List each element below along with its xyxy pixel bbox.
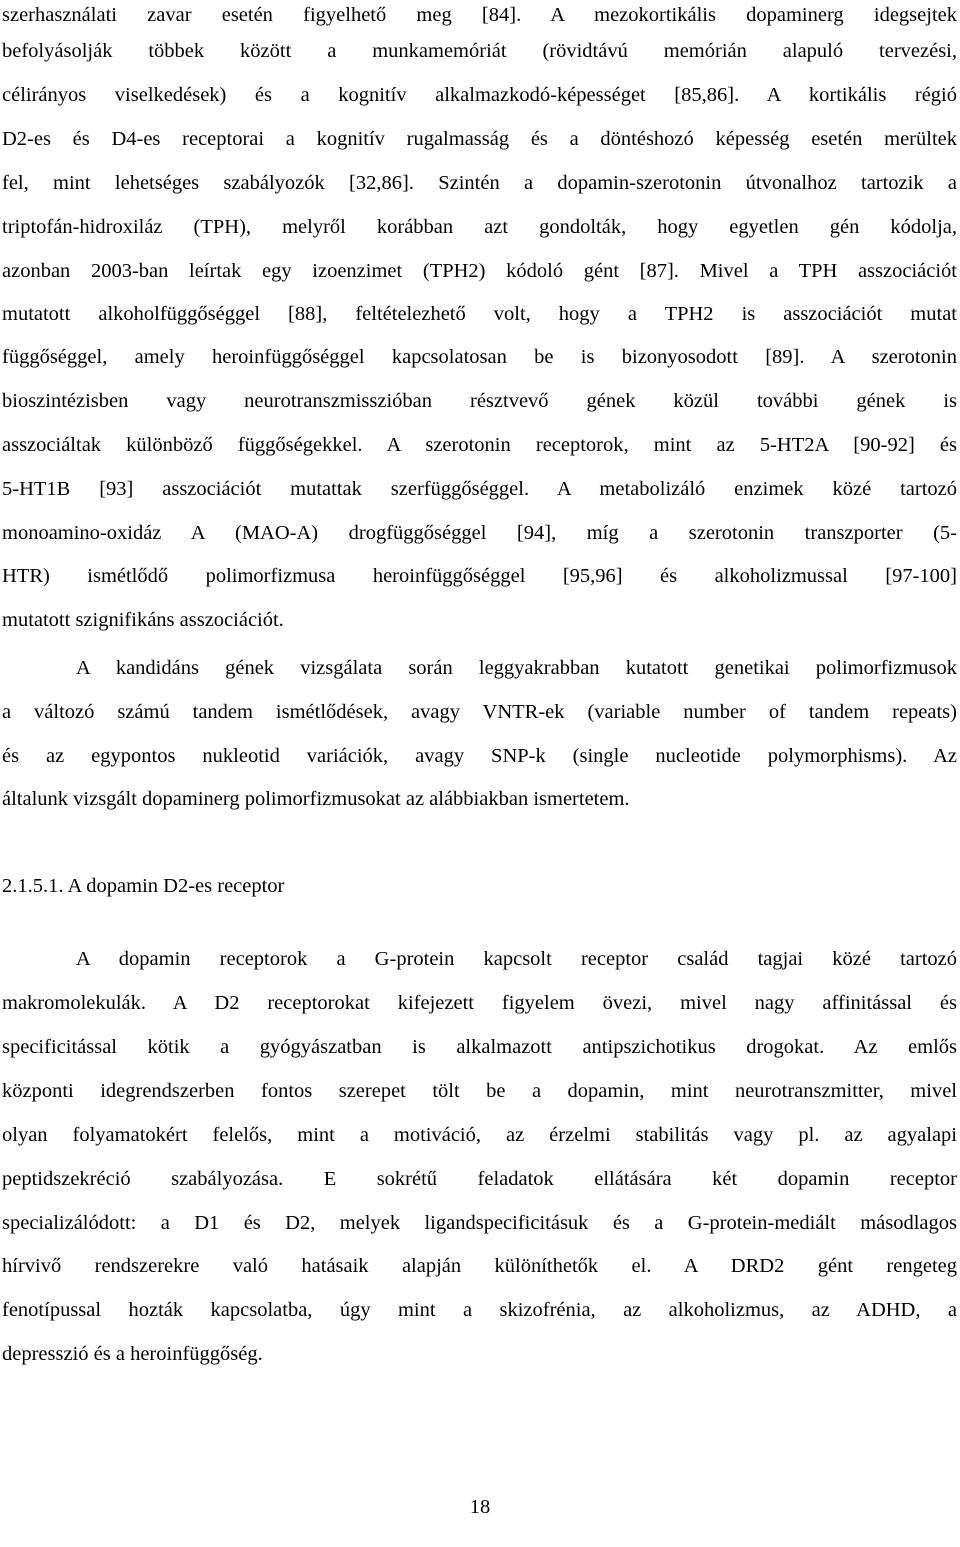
body-text-line: monoamino-oxidáz A (MAO-A) drogfüggőséggel [94], míg a szerotonin transzporter (5- <box>2 522 957 544</box>
body-text-line: befolyásolják többek között a munkamemóriát (rövidtávú memórián alapuló tervezési, <box>2 40 957 62</box>
body-text-line: 5-HT1B [93] asszociációt mutattak szerfüggőséggel. A metabolizáló enzimek közé tartozó <box>2 478 957 500</box>
body-text-line: A kandidáns gének vizsgálata során leggyakrabban kutatott genetikai polimorfizmusok <box>76 657 957 679</box>
body-text-line: specializálódott: a D1 és D2, melyek ligandspecificitásuk és a G-protein-mediált másodlagos <box>2 1212 957 1234</box>
body-text-line: általunk vizsgált dopaminerg polimorfizmusokat az alábbiakban ismertetem. <box>2 788 630 810</box>
body-text-line: makromolekulák. A D2 receptorokat kifejezett figyelem övezi, mivel nagy affinitással és <box>2 992 957 1014</box>
section-heading: 2.1.5.1. A dopamin D2-es receptor <box>2 875 285 897</box>
body-text-line: függőséggel, amely heroinfüggőséggel kapcsolatosan be is bizonyosodott [89]. A szerotonin <box>2 346 957 368</box>
body-text-line: központi idegrendszerben fontos szerepet tölt be a dopamin, mint neurotranszmitter, mivel <box>2 1080 957 1102</box>
body-text-line: szerhasználati zavar esetén figyelhető meg [84]. A mezokortikális dopaminerg idegsejtek <box>2 4 957 26</box>
body-text-line: peptidszekréció szabályozása. E sokrétű feladatok ellátására két dopamin receptor <box>2 1168 957 1190</box>
body-text-line: fel, mint lehetséges szabályozók [32,86]. Szintén a dopamin-szerotonin útvonalhoz tartozik a <box>2 172 957 194</box>
body-text-line: D2-es és D4-es receptorai a kognitív rugalmasság és a döntéshozó képesség esetén merültek <box>2 128 957 150</box>
body-text-line: a változó számú tandem ismétlődések, avagy VNTR-ek (variable number of tandem repeats) <box>2 701 957 723</box>
body-text-line: HTR) ismétlődő polimorfizmusa heroinfüggőséggel [95,96] és alkoholizmussal [97-100] <box>2 565 957 587</box>
body-text-line: A dopamin receptorok a G-protein kapcsolt receptor család tagjai közé tartozó <box>76 948 957 970</box>
body-text-line: fenotípussal hozták kapcsolatba, úgy mint a skizofrénia, az alkoholizmus, az ADHD, a <box>2 1299 957 1321</box>
body-text-line: bioszintézisben vagy neurotranszmisszióban résztvevő gének közül további gének is <box>2 390 957 412</box>
body-text-line: mutatott szignifikáns asszociációt. <box>2 609 284 631</box>
page-number: 18 <box>469 1496 491 1518</box>
body-text-line: célirányos viselkedések) és a kognitív alkalmazkodó-képességet [85,86]. A kortikális régió <box>2 84 957 106</box>
body-text-line: specificitással kötik a gyógyászatban is alkalmazott antipszichotikus drogokat. Az emlős <box>2 1036 957 1058</box>
body-text-line: asszociáltak különböző függőségekkel. A szerotonin receptorok, mint az 5-HT2A [90-92] és <box>2 434 957 456</box>
body-text-line: triptofán-hidroxiláz (TPH), melyről korábban azt gondolták, hogy egyetlen gén kódolja, <box>2 216 957 238</box>
body-text-line: hírvivő rendszerekre való hatásaik alapján különíthetők el. A DRD2 gént rengeteg <box>2 1255 957 1277</box>
body-text-line: olyan folyamatokért felelős, mint a motiváció, az érzelmi stabilitás vagy pl. az agyalapi <box>2 1124 957 1146</box>
body-text-line: depresszió és a heroinfüggőség. <box>2 1343 263 1365</box>
body-text-line: azonban 2003-ban leírtak egy izoenzimet (TPH2) kódoló gént [87]. Mivel a TPH asszociációt <box>2 260 957 282</box>
body-text-line: mutatott alkoholfüggőséggel [88], feltételezhető volt, hogy a TPH2 is asszociációt mutat <box>2 303 957 325</box>
body-text-line: és az egypontos nukleotid variációk, avagy SNP-k (single nucleotide polymorphisms). Az <box>2 745 957 767</box>
